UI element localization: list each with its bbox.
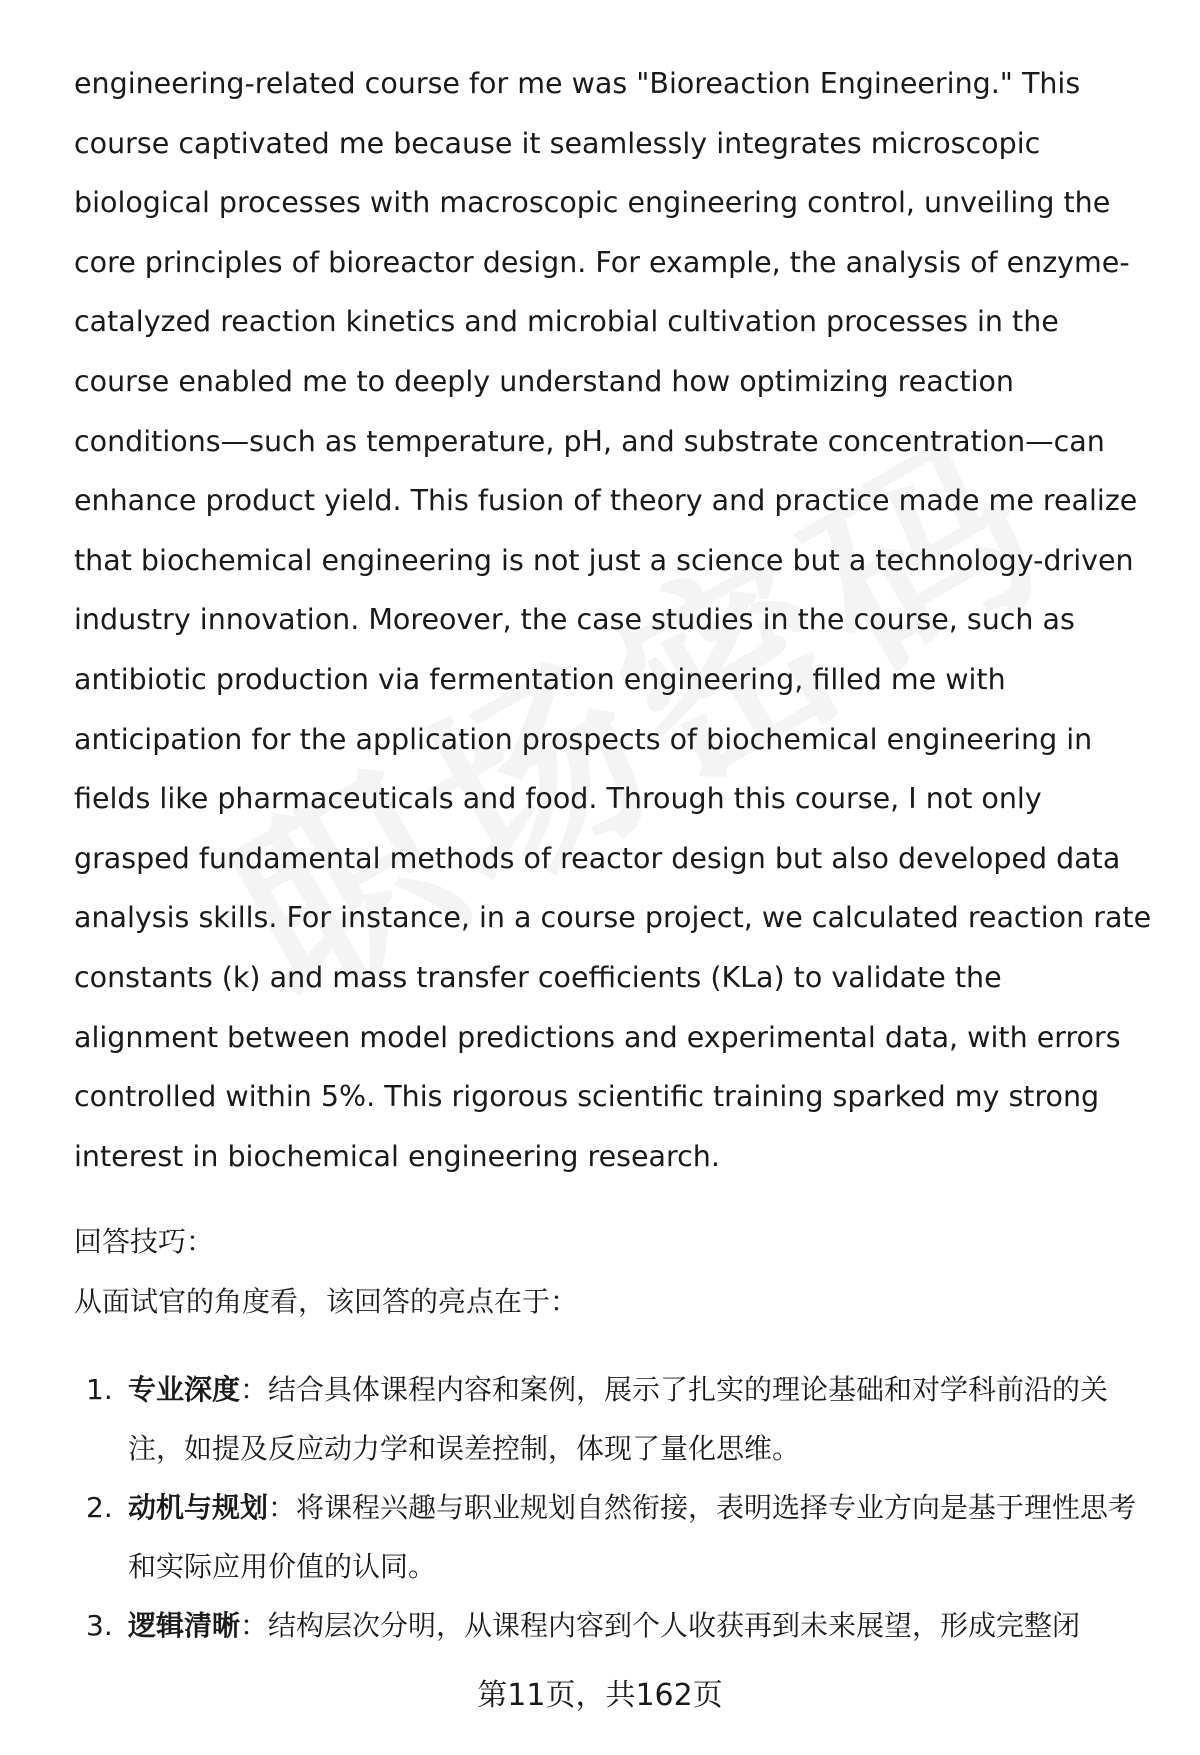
list-item-term: 专业深度	[128, 1373, 241, 1406]
tips-heading: 回答技巧：	[74, 1225, 215, 1258]
list-item	[74, 1596, 1144, 1655]
body-text-block	[74, 54, 1154, 1186]
list-item-number: 2.	[86, 1491, 113, 1524]
list-item-term: 逻辑清晰	[128, 1609, 241, 1642]
list-item	[74, 1360, 1144, 1478]
body-paragraph: engineering-related course for me was "Bioreaction Engineering." This course captivated me because it seamlessly integrates microscopic biological processes with macroscopic engineering control, unveiling the core principles of bioreactor design. For example, the analysis of enzyme-catalyzed reaction kinetics and microbial cultivation processes in the course enabled me to deeply understand how optimizing reaction conditions—such as temperature, pH, and substrate concentration—can enhance product yield. This fusion of theory and practice made me realize that biochemical engineering is not just a science but a technology-driven industry innovation. Moreover, the case studies in the course, such as antibiotic production via fermentation engineering, filled me with anticipation for the application prospects of biochemical engineering in fields like pharmaceuticals and food. Through this course, I not only grasped fundamental methods of reactor design but also developed data analysis skills. For instance, in a course project, we calculated reaction rate constants (k) and mass transfer coefficients (KLa) to validate the alignment between model predictions and experimental data, with errors controlled within 5%. This rigorous scientific training sparked my strong interest in biochemical engineering research.	[74, 67, 1152, 1173]
page-number: 第11页，共162页	[477, 1678, 723, 1713]
list-item-term: 动机与规划	[128, 1491, 269, 1524]
list-item-text: ：将课程兴趣与职业规划自然衔接，表明选择专业方向是基于理性思考和实际应用价值的认同。	[128, 1491, 1137, 1583]
highlights-list	[74, 1360, 1144, 1655]
list-item-number: 3.	[86, 1609, 113, 1642]
tips-intro: 从面试官的角度看，该回答的亮点在于：	[74, 1285, 579, 1318]
list-item-text: ：结构层次分明，从课程内容到个人收获再到未来展望，形成完整闭	[240, 1609, 1081, 1642]
list-item-text: ：结合具体课程内容和案例，展示了扎实的理论基础和对学科前沿的关注，如提及反应动力学和误差控制，体现了量化思维。	[128, 1373, 1109, 1465]
list-item-number: 1.	[86, 1373, 113, 1406]
list-item	[74, 1478, 1144, 1596]
